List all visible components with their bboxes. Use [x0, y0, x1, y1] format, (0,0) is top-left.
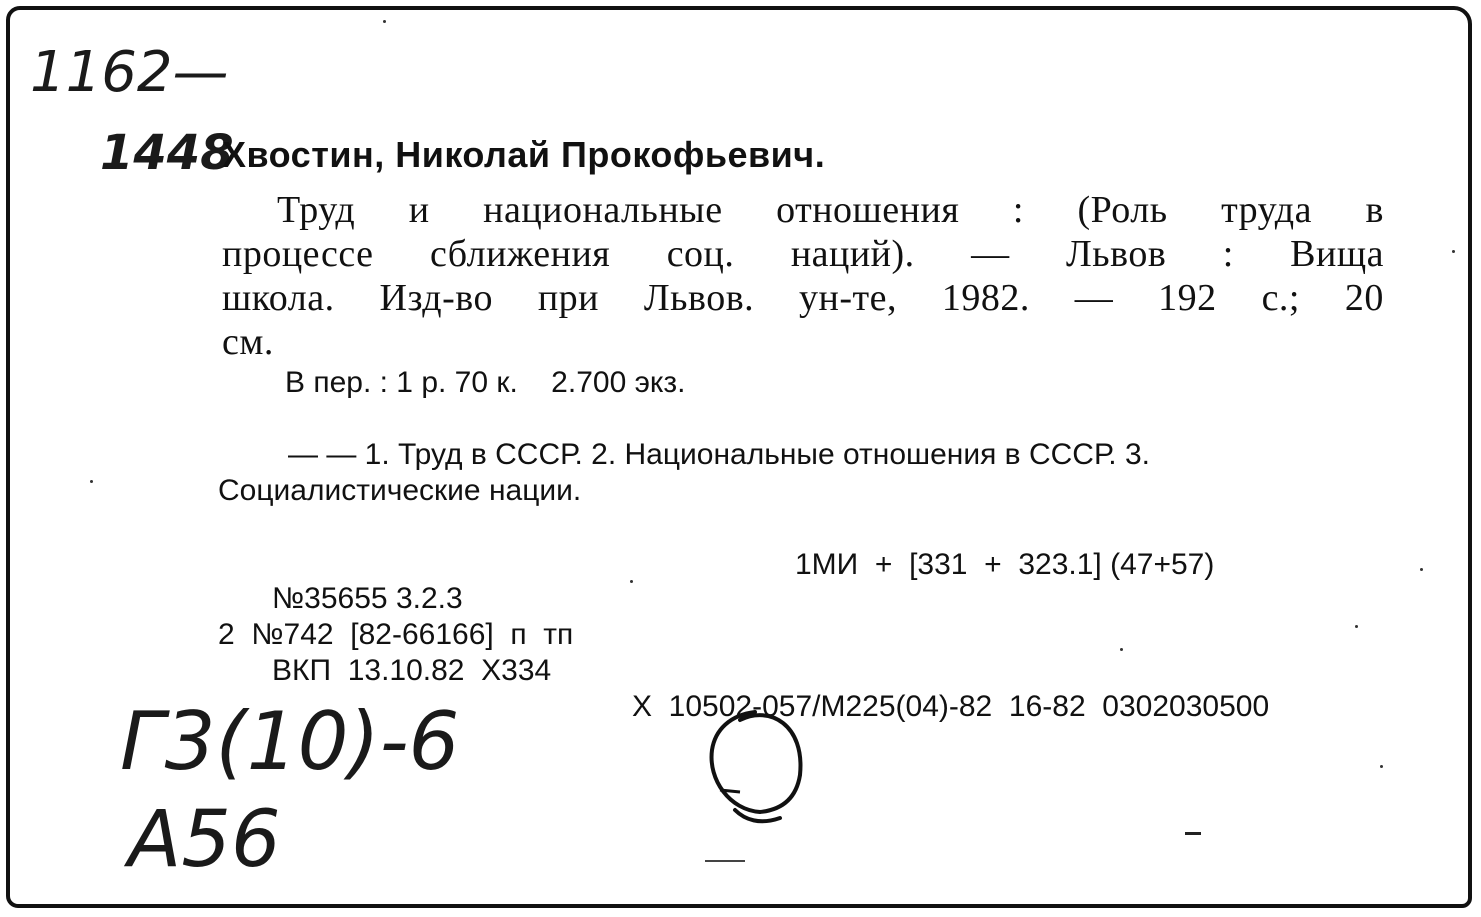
registration-number-3: ВКП 13.10.82 Х334 — [272, 654, 552, 687]
handwritten-shelf-mark: Г3(10)-6 — [120, 695, 460, 788]
word: Вища — [1290, 233, 1384, 275]
word: в — [1365, 189, 1384, 231]
word: — — [971, 233, 1010, 275]
scan-speck — [1355, 625, 1358, 628]
word: 192 — [1158, 277, 1217, 319]
word: с.; — [1261, 277, 1300, 319]
word: Львов — [1066, 233, 1167, 275]
scan-speck — [630, 580, 633, 583]
scan-speck — [90, 480, 93, 483]
scan-speck — [383, 20, 386, 23]
word: Львов. — [643, 277, 755, 319]
title-line-4: см. — [222, 321, 274, 363]
scan-speck — [1380, 765, 1383, 768]
word: 1982. — [941, 277, 1030, 319]
handwritten-author-mark: А56 — [128, 795, 281, 885]
word: наций). — [790, 233, 915, 275]
handwritten-top-number: 1162— — [30, 40, 229, 105]
scan-speck — [1420, 568, 1423, 571]
word: — — [1074, 277, 1114, 319]
subjects-line-1: — — 1. Труд в СССР. 2. Национальные отношения в СССР. 3. — [288, 438, 1150, 471]
subjects-line-2: Социалистические нации. — [218, 474, 582, 507]
title-line-1 — [222, 188, 1384, 232]
word: ун-те, — [799, 277, 897, 319]
word: (Роль — [1077, 189, 1168, 231]
word: Изд-во — [379, 277, 493, 319]
word: процессе — [222, 233, 374, 275]
word: при — [537, 277, 600, 319]
title-line-2 — [222, 232, 1384, 276]
isbn-code-line: Х 10502-057/М225(04)-82 16-82 0302030500 — [632, 690, 1270, 723]
word: сближения — [429, 233, 611, 275]
registration-number-2: 2 №742 [82-66166] п тп — [218, 618, 574, 651]
word: Труд — [277, 189, 356, 231]
word: : — [1222, 233, 1234, 275]
word: 20 — [1344, 277, 1384, 319]
word: и — [408, 189, 430, 231]
word: соц. — [666, 233, 735, 275]
author-heading: Хвостин, Николай Прокофьевич. — [222, 134, 826, 175]
scan-mark — [705, 860, 745, 862]
word: отношения — [776, 189, 960, 231]
word: национальные — [483, 189, 723, 231]
scan-mark — [1185, 832, 1201, 835]
price-line: В пер. : 1 р. 70 к. 2.700 экз. — [285, 366, 686, 399]
scan-speck — [1452, 250, 1455, 253]
title-line-3 — [222, 276, 1384, 320]
scan-speck — [1120, 648, 1123, 651]
registration-number-1: №35655 3.2.3 — [272, 582, 463, 615]
word: школа. — [222, 277, 335, 319]
word: труда — [1221, 189, 1312, 231]
handwritten-second-number: 1448 — [100, 125, 234, 181]
classification-index: 1МИ + [331 + 323.1] (47+57) — [795, 548, 1215, 581]
word: : — [1012, 189, 1024, 231]
